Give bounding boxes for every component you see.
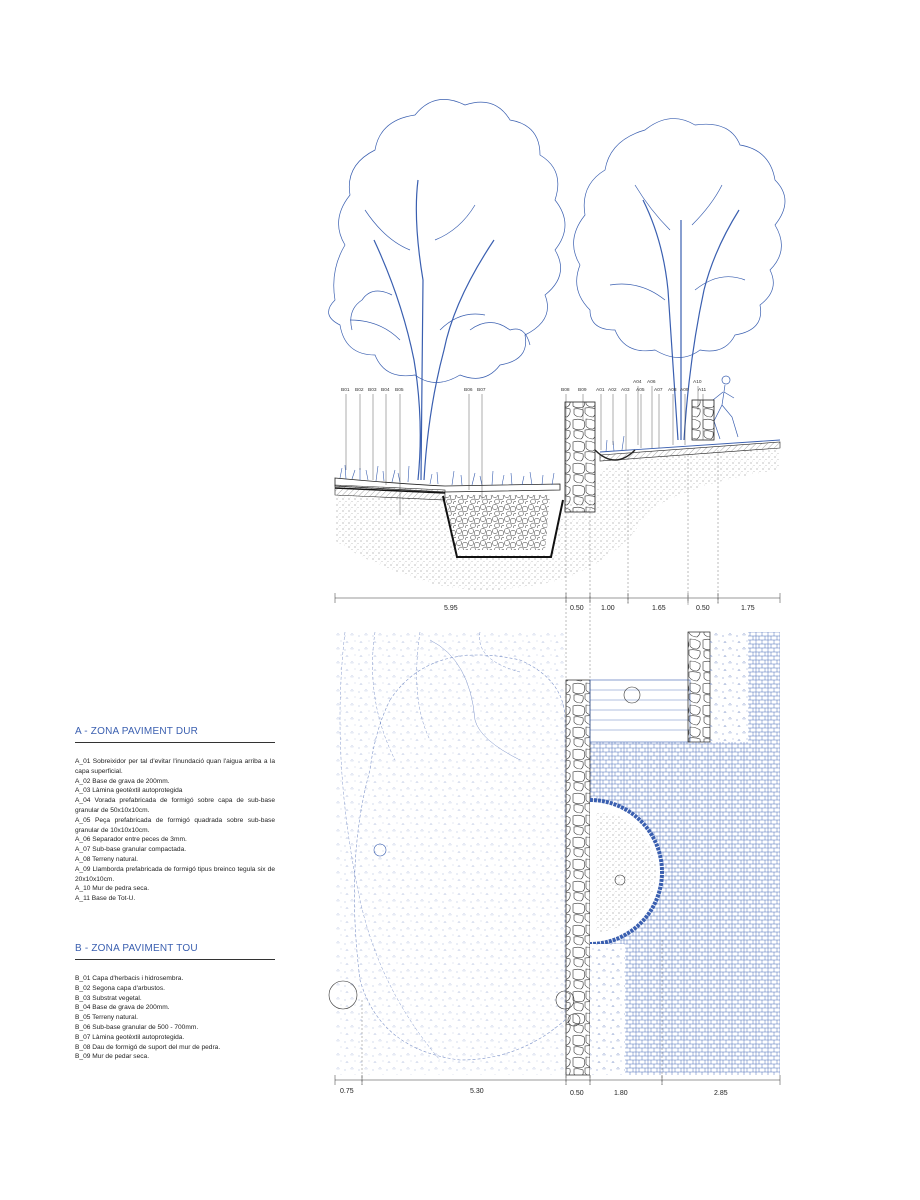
code-label: A10 [693,380,702,385]
code-label: A11 [698,388,707,393]
plan-soft-zone [329,632,565,1075]
legend-item: B_05 Terreny natural. [75,1014,138,1022]
dimension-label: 0.50 [570,1090,584,1097]
code-label: B03 [368,388,377,393]
section-code-labels [341,379,707,393]
code-label: A08 [668,388,677,393]
dimension-label: 1.80 [614,1090,628,1097]
dimension-label: 0.50 [696,605,710,612]
legend-item: A_07 Sub-base granular compactada. [75,846,187,854]
legend-item: A_03 Làmina geotèxtil autoprotegida [75,787,183,795]
code-label: A03 [621,388,630,393]
code-label: B05 [395,388,404,393]
code-label: B08 [561,388,570,393]
legend-item: B_07 Làmina geotèxtil autoprotegida. [75,1033,185,1041]
legend-a-title: A - ZONA PAVIMENT DUR [75,726,275,743]
legend-item: A_09 Llamborda prefabricada de formigó tipus breinco tegula six de 20x10x10cm. [75,865,275,883]
legend-item: A_01 Sobreixidor per tal d'evitar l'inundació quan l'aigua arriba a la capa superficial. [75,758,275,775]
legend-item: A_08 Terreny natural. [75,855,138,863]
dimension-label: 1.75 [741,605,755,612]
code-label: A02 [608,388,617,393]
legend-item: A_04 Vorada prefabricada de formigó sobre capa de sub-base granular de 50x10x10cm. [75,797,275,814]
legend-item: A_11 Base de Tot-U. [75,895,136,903]
legend-item: A_05 Peça prefabricada de formigó quadrada sobre sub-base granular de 10x10x10cm. [75,816,275,834]
code-label: A06 [647,380,656,385]
legend-item: A_10 Mur de pedra seca. [75,885,150,893]
dimension-label: 0.50 [570,605,584,612]
legend-item: B_02 Segona capa d'arbustos. [75,984,165,992]
dimension-label: 1.00 [601,605,615,612]
code-label: A07 [654,388,663,393]
legend-b-title: B - ZONA PAVIMENT TOU [75,943,275,960]
legend-item: B_01 Capa d'herbacis i hidrosembra. [75,975,184,982]
section-ground [335,440,780,590]
dimension-label: 5.95 [444,605,458,612]
legend-item: B_06 Sub-base granular de 500 - 700mm. [75,1023,199,1031]
legend-item: A_06 Separador entre peces de 3mm. [75,836,187,844]
plan-planting-strip [710,632,748,742]
person-figure [713,376,738,439]
code-label: A09 [680,388,689,393]
dimension-label: 2.85 [714,1090,728,1097]
code-label: B06 [464,388,473,393]
dimension-label: 1.65 [652,605,666,612]
code-label: A04 [633,380,642,385]
legend-item: B_09 Mur de pedar seca. [75,1053,150,1061]
dimension-label: 5.30 [470,1088,484,1095]
plan-paved-strip [748,632,780,742]
code-label: B07 [477,388,486,393]
section-dimension-line [335,593,780,603]
code-label: A01 [596,388,605,393]
legend-item: B_04 Base de grava de 200mm. [75,1004,170,1012]
code-label: A05 [636,388,645,393]
stone-wall-left [565,402,595,512]
legend-item: A_02 Base de grava de 200mm. [75,777,170,785]
code-label: B02 [355,388,364,393]
tree-left [329,99,565,480]
dimension-label: 0.75 [340,1088,354,1095]
plan-bench-area [590,632,710,742]
code-label: B01 [341,388,350,393]
legend-item: B_08 Dau de formigó de suport del mur de pedra. [75,1043,221,1051]
code-label: B04 [381,388,390,393]
legend-item: B_03 Substrat vegetal. [75,994,142,1002]
plan-dimension-line [335,1075,780,1085]
code-label: B09 [578,388,587,393]
